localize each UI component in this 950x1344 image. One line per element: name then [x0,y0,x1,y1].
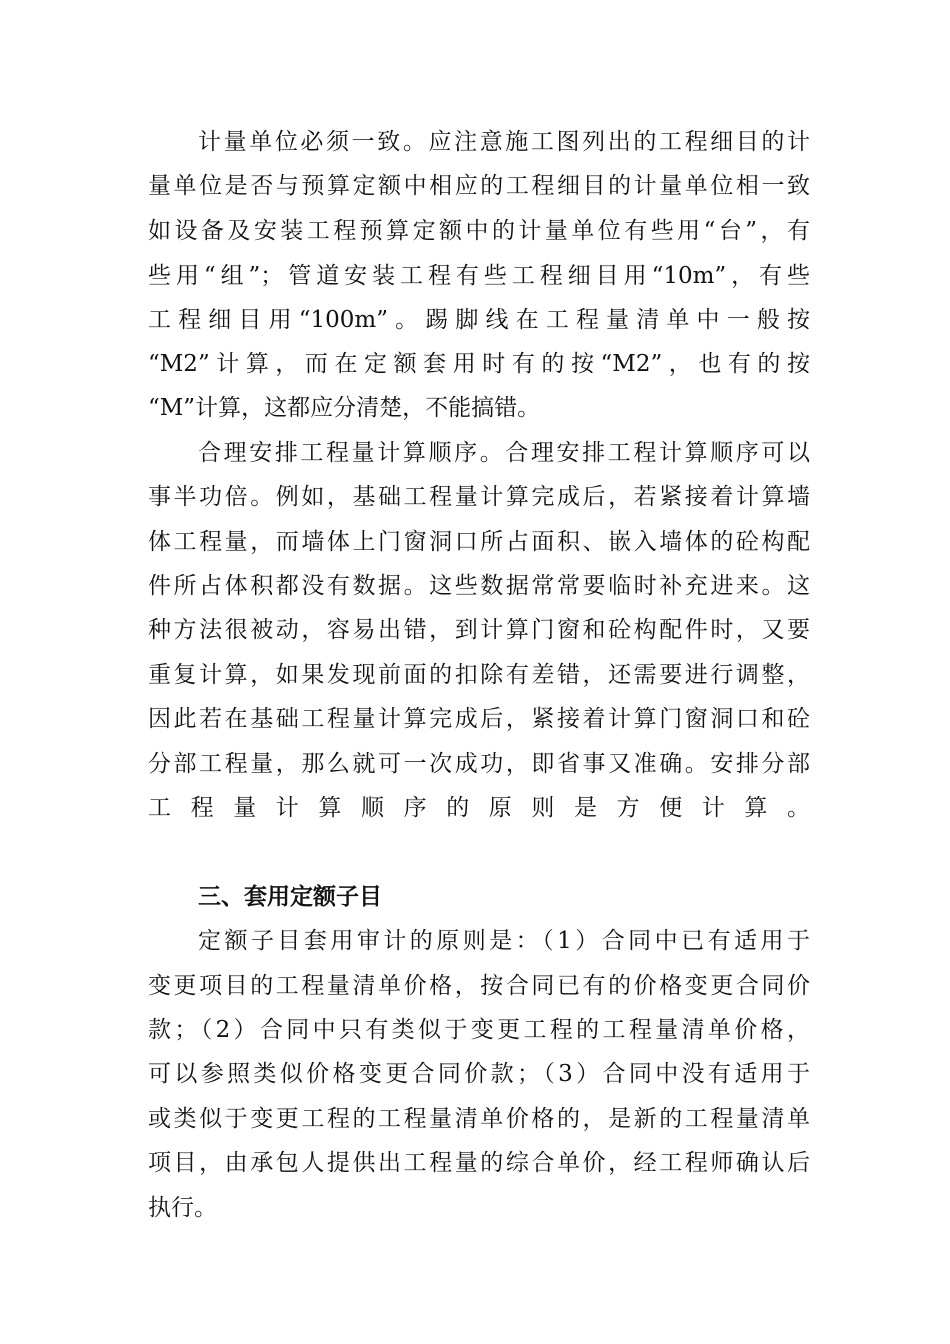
paragraph-1-line-6: “M2”计算，而在定额套用时有的按“M2”，也有的按 [148,351,810,377]
paragraph-2-line-5: 种方法很被动，容易出错，到计算门窗和砼构配件时，又要 [148,617,810,643]
paragraph-3-line-6: 项目，由承包人提供出工程量的综合单价，经工程师确认后 [148,1150,810,1176]
paragraph-3-line-1: 定额子目套用审计的原则是：（1）合同中已有适用于 [198,928,810,954]
paragraph-2-line-6: 重复计算，如果发现前面的扣除有差错，还需要进行调整， [148,662,810,688]
paragraph-2-line-9: 工程量计算顺序的原则是方便计算。 [148,795,810,821]
paragraph-3-line-3: 款；（2）合同中只有类似于变更工程的工程量清单价格， [148,1017,810,1043]
paragraph-2-line-8: 分部工程量，那么就可一次成功，即省事又准确。安排分部 [148,751,810,777]
paragraph-1-line-5: 工程细目用“100m”。踢脚线在工程量清单中一般按 [148,307,810,333]
paragraph-1-line-3: 如设备及安装工程预算定额中的计量单位有些用“台”，有 [148,218,810,244]
paragraph-2-line-2: 事半功倍。例如，基础工程量计算完成后，若紧接着计算墙 [148,484,810,510]
paragraph-2-line-4: 件所占体积都没有数据。这些数据常常要临时补充进来。这 [148,573,810,599]
paragraph-1-line-7: “M”计算，这都应分清楚，不能搞错。 [148,395,541,421]
paragraph-3-line-4: 可以参照类似价格变更合同价款；（3）合同中没有适用于 [148,1061,810,1087]
paragraph-3-line-5: 或类似于变更工程的工程量清单价格的，是新的工程量清单 [148,1106,810,1132]
paragraph-3-line-2: 变更项目的工程量清单价格，按合同已有的价格变更合同价 [148,973,810,999]
paragraph-1-line-2: 量单位是否与预算定额中相应的工程细目的计量单位相一致 [148,173,810,199]
paragraph-2-line-10 [148,832,810,872]
paragraph-2-line-1: 合理安排工程量计算顺序。合理安排工程计算顺序可以 [198,440,810,466]
paragraph-2-line-7: 因此若在基础工程量计算完成后，紧接着计算门窗洞口和砼 [148,706,810,732]
paragraph-1-line-4: 些用“组”；管道安装工程有些工程细目用“10m”，有些 [148,263,810,289]
section-heading: 三、套用定额子目 [198,884,382,910]
paragraph-3-line-7: 执行。 [148,1195,217,1221]
paragraph-2-line-3: 体工程量，而墙体上门窗洞口所占面积、嵌入墙体的砼构配 [148,529,810,555]
paragraph-1-line-1: 计量单位必须一致。应注意施工图列出的工程细目的计 [198,129,810,155]
